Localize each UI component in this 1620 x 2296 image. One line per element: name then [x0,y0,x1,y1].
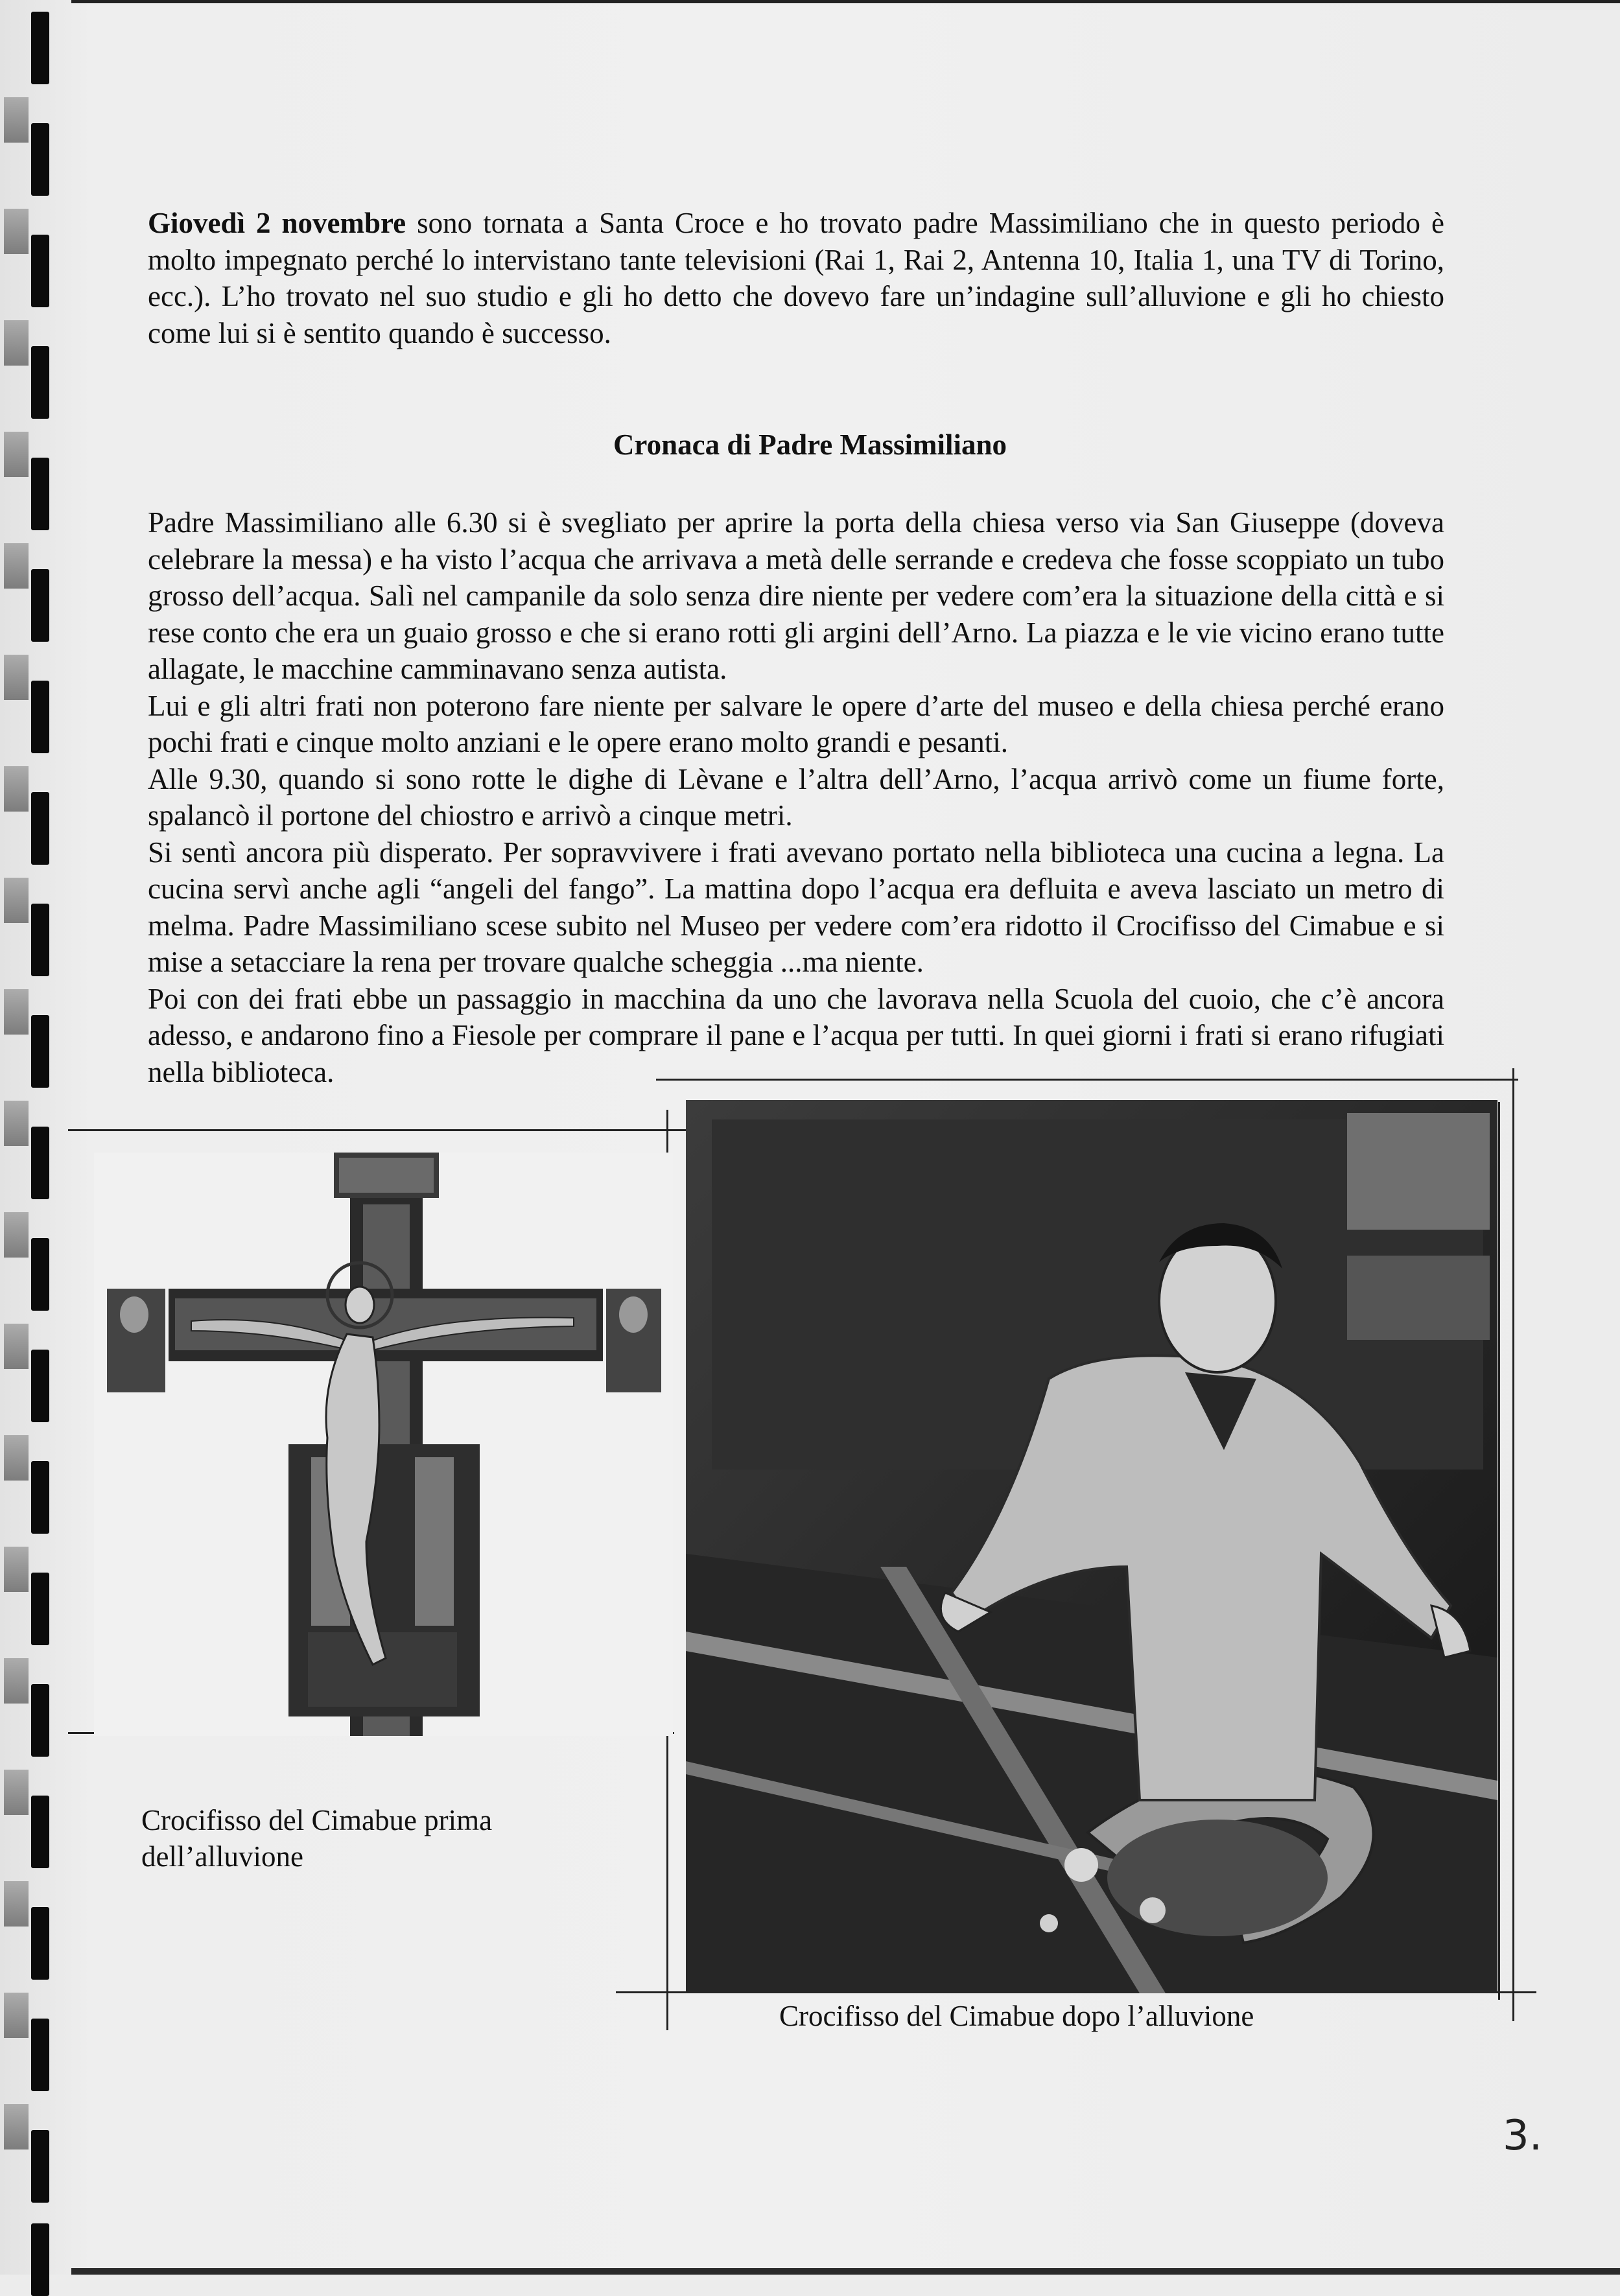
frame-line [1512,1068,1514,2021]
scan-edge-bottom [71,2268,1620,2275]
binding-ring [4,1993,29,2038]
binding-ring [4,543,29,589]
caption-after: Crocifisso del Cimabue dopo l’alluvione [779,2000,1254,2032]
binding-ring [4,209,29,254]
binding-ring [4,97,29,143]
binding-hole [31,1015,49,1088]
binding-hole [31,346,49,419]
binding-hole [31,1907,49,1980]
binding-hole [31,458,49,530]
binding-hole [31,569,49,642]
binding-ring [4,1212,29,1258]
binding-ring [4,878,29,923]
body-paragraph: Poi con dei frati ebbe un passaggio in macchina da uno che lavorava nella Scuola del cuoio, che c’è ancora adesso, e andarono fino a Fiesole per comprare il pane e l’acqua per tutti. In quei giorni i frati si erano rifugiati nella biblioteca. [148,982,1444,1088]
intro-text: sono tornata a Santa Croce e ho trovato padre Massimiliano che in questo periodo è molto impegnato perché lo intervistano tante televisioni (Rai 1, Rai 2, Antenna 10, Italia 1, una TV di Torino, ecc.). L’ho trovato nel suo studio e gli ho detto che dovevo fare un’indagine sull’alluvione e gli ho chiesto come lui si è sentito quando è successo. [148,207,1445,349]
binding-hole [31,2019,49,2091]
binding-ring [4,766,29,812]
binding-hole [31,1684,49,1757]
binding-ring [4,1324,29,1369]
scan-edge-top [71,0,1620,3]
binding-hole [31,1350,49,1422]
binding-ring [4,989,29,1035]
frame-line [68,1129,687,1131]
body-paragraph: Si sentì ancora più disperato. Per sopravvivere i frati avevano portato nella biblioteca una cucina a legna. La cucina servì anche agli “angeli del fango”. La mattina dopo l’acqua era defluita e aveva lasciato un metro di melma. Padre Massimiliano scese subito nel Museo per vedere com’era ridotto il Crocifisso del Cimabue e si mise a setacciare la rena per trovare qualche scheggia ...ma niente. [148,836,1444,978]
body-paragraph: Alle 9.30, quando si sono rotte le dighe di Lèvane e l’altra dell’Arno, l’acqua arrivò come un fiume forte, spalancò il portone del chiostro e arrivò a cinque metri. [148,762,1444,832]
binding-hole [31,12,49,84]
binding-hole [31,792,49,865]
binding-ring [4,2104,29,2150]
binding-ring [4,1658,29,1704]
binding-ring [4,1547,29,1592]
binding-ring [4,1435,29,1481]
binding-hole [31,2223,49,2296]
binding-hole [31,2130,49,2203]
crucifix-before-image [94,1153,673,1736]
frame-line [1498,1102,1500,2000]
binding-ring [4,1770,29,1815]
section-heading: Cronaca di Padre Massimiliano [613,428,1007,461]
body-paragraph: Lui e gli altri frati non poterono fare niente per salvare le opere d’arte del museo e della chiesa perché erano pochi frati e cinque molto anziani e le opere erano molto grandi e pesanti. [148,689,1444,758]
binding-hole [31,904,49,976]
binding-ring [4,1881,29,1927]
crucifix-after-photo [686,1100,1497,1993]
binding-hole [31,1461,49,1534]
binding-hole [31,1796,49,1868]
restorer-photo-illustration [686,1100,1497,1993]
binding-hole [31,1238,49,1311]
page-number: 3. [1503,2112,1543,2160]
frame-line [656,1079,1518,1081]
chronicle-body [148,504,1444,1090]
intro-date: Giovedì 2 novembre [148,207,406,239]
binding-hole [31,1127,49,1199]
intro-paragraph [148,205,1444,351]
body-paragraph: Padre Massimiliano alle 6.30 si è svegliato per aprire la porta della chiesa verso via San Giuseppe (doveva celebrare la messa) e ha visto l’acqua che arrivava a metà delle serrande e credeva che fosse scoppiato un tubo grosso dell’acqua. Salì nel campanile da solo senza dire niente per vedere com’era la situazione della città e si rese conto che era un guaio grosso e che si erano rotti gli argini dell’Arno. La piazza e le vie vicino erano tutte allagate, le macchine camminavano senza autista. [148,506,1444,685]
binding-hole [31,235,49,307]
crucifix-illustration [94,1153,673,1736]
binding-hole [31,123,49,196]
binding-hole [31,1573,49,1645]
binding-ring [4,320,29,366]
binding-hole [31,681,49,753]
binding-ring [4,1101,29,1146]
spiral-binding [0,0,71,2275]
binding-ring [4,655,29,700]
caption-before: Crocifisso del Cimabue prima dell’alluvione [141,1804,493,1873]
